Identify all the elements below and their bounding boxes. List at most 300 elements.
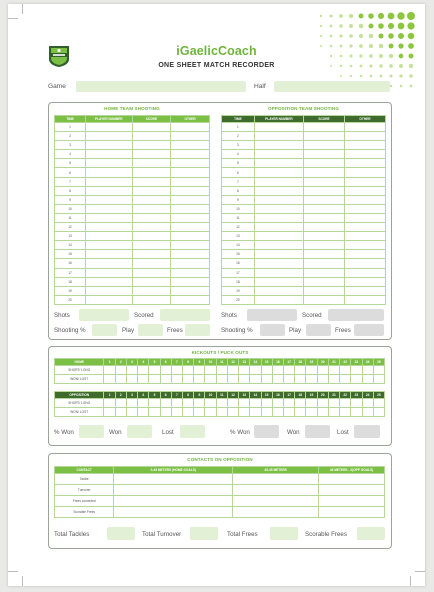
entry-cell[interactable]: [250, 399, 261, 408]
entry-cell[interactable]: [86, 295, 133, 304]
opp-pct-won-label: % Won: [230, 429, 250, 436]
page-title: ONE SHEET MATCH RECORDER: [158, 62, 275, 69]
entry-cell[interactable]: [317, 366, 328, 375]
entry-cell[interactable]: [233, 507, 319, 518]
entry-cell[interactable]: [344, 250, 385, 259]
entry-cell[interactable]: [272, 366, 283, 375]
entry-cell[interactable]: [86, 286, 133, 295]
entry-cell[interactable]: [86, 213, 133, 222]
opp-pct-won-field[interactable]: [254, 425, 279, 438]
entry-cell[interactable]: [317, 375, 328, 384]
kickout-number-header: 11: [216, 359, 227, 366]
entry-cell[interactable]: [183, 375, 194, 384]
entry-cell[interactable]: [295, 408, 306, 417]
entry-cell[interactable]: [303, 177, 344, 186]
entry-cell[interactable]: [283, 375, 294, 384]
decorative-dot: [408, 33, 414, 39]
entry-cell[interactable]: [149, 375, 160, 384]
entry-cell[interactable]: [205, 399, 216, 408]
entry-cell[interactable]: [205, 408, 216, 417]
entry-cell[interactable]: [171, 241, 210, 250]
entry-cell[interactable]: [86, 141, 133, 150]
kickout-number-header: 1: [104, 392, 115, 399]
decorative-dot: [388, 13, 395, 20]
entry-cell[interactable]: [261, 399, 272, 408]
entry-cell[interactable]: [272, 408, 283, 417]
entry-cell[interactable]: [227, 375, 238, 384]
entry-cell[interactable]: [115, 408, 126, 417]
entry-cell[interactable]: [194, 366, 205, 375]
entry-cell[interactable]: [344, 141, 385, 150]
entry-cell[interactable]: [233, 496, 319, 507]
entry-cell[interactable]: [362, 375, 373, 384]
entry-cell[interactable]: [254, 204, 303, 213]
kickout-number-header: 20: [317, 359, 328, 366]
entry-cell[interactable]: [239, 408, 250, 417]
entry-cell[interactable]: [126, 375, 137, 384]
decorative-dot: [330, 25, 333, 28]
entry-cell[interactable]: [344, 168, 385, 177]
entry-cell[interactable]: [328, 366, 339, 375]
entry-cell[interactable]: [115, 375, 126, 384]
entry-cell[interactable]: [254, 186, 303, 195]
entry-cell[interactable]: [373, 375, 384, 384]
entry-cell[interactable]: [132, 177, 171, 186]
kickout-number-header: 10: [205, 392, 216, 399]
entry-cell[interactable]: [86, 132, 133, 141]
entry-cell[interactable]: [132, 132, 171, 141]
entry-cell[interactable]: [132, 241, 171, 250]
home-scored-field[interactable]: [160, 309, 210, 321]
entry-cell[interactable]: [250, 375, 261, 384]
entry-cell[interactable]: [86, 168, 133, 177]
table-row: [222, 186, 386, 195]
entry-cell[interactable]: [171, 408, 182, 417]
home-shots-field[interactable]: [79, 309, 129, 321]
entry-cell[interactable]: [132, 213, 171, 222]
entry-cell[interactable]: [340, 366, 351, 375]
entry-cell[interactable]: [344, 177, 385, 186]
entry-cell[interactable]: [295, 399, 306, 408]
entry-cell[interactable]: [132, 259, 171, 268]
entry-cell[interactable]: [227, 399, 238, 408]
entry-cell[interactable]: [86, 259, 133, 268]
column-header: 0-45 METERS (HOME GOALS): [114, 467, 233, 474]
entry-cell[interactable]: [344, 123, 385, 132]
entry-cell[interactable]: [132, 159, 171, 168]
entry-cell[interactable]: [233, 474, 319, 485]
decorative-dot: [388, 23, 394, 29]
kickout-number-header: 24: [362, 359, 373, 366]
entry-cell[interactable]: [303, 168, 344, 177]
home-pct-won-field[interactable]: [79, 425, 104, 438]
entry-cell[interactable]: [306, 366, 317, 375]
entry-cell[interactable]: [171, 375, 182, 384]
entry-cell[interactable]: [216, 366, 227, 375]
entry-cell[interactable]: [149, 399, 160, 408]
entry-cell[interactable]: [306, 375, 317, 384]
entry-cell[interactable]: [303, 241, 344, 250]
home-won-label: Won: [109, 429, 122, 436]
entry-cell[interactable]: [138, 375, 149, 384]
entry-cell[interactable]: [205, 366, 216, 375]
entry-cell[interactable]: [86, 159, 133, 168]
entry-cell[interactable]: [351, 399, 362, 408]
entry-cell[interactable]: [328, 399, 339, 408]
entry-cell[interactable]: [86, 277, 133, 286]
entry-cell[interactable]: [303, 159, 344, 168]
opp-frees-field[interactable]: [354, 324, 384, 336]
entry-cell[interactable]: [254, 268, 303, 277]
entry-cell[interactable]: [104, 408, 115, 417]
entry-cell[interactable]: [283, 366, 294, 375]
entry-cell[interactable]: [344, 204, 385, 213]
entry-cell[interactable]: [340, 408, 351, 417]
row-number: 5: [55, 159, 86, 168]
opp-lost-field[interactable]: [354, 425, 380, 438]
entry-cell[interactable]: [362, 366, 373, 375]
table-row: [222, 295, 386, 304]
entry-cell[interactable]: [114, 485, 233, 496]
entry-cell[interactable]: [254, 250, 303, 259]
kickouts-title: KICKOUTS / PUCK OUTS: [191, 350, 249, 355]
entry-cell[interactable]: [328, 375, 339, 384]
entry-cell[interactable]: [303, 204, 344, 213]
entry-cell[interactable]: [115, 399, 126, 408]
entry-cell[interactable]: [295, 375, 306, 384]
entry-cell[interactable]: [86, 232, 133, 241]
entry-cell[interactable]: [344, 295, 385, 304]
entry-cell[interactable]: [132, 232, 171, 241]
table-row: [55, 195, 210, 204]
entry-cell[interactable]: [171, 286, 210, 295]
entry-cell[interactable]: [86, 250, 133, 259]
entry-cell[interactable]: [114, 507, 233, 518]
entry-cell[interactable]: [183, 366, 194, 375]
entry-cell[interactable]: [250, 408, 261, 417]
entry-cell[interactable]: [261, 375, 272, 384]
entry-cell[interactable]: [171, 223, 210, 232]
entry-cell[interactable]: [149, 408, 160, 417]
entry-cell[interactable]: [194, 375, 205, 384]
entry-cell[interactable]: [86, 123, 133, 132]
entry-cell[interactable]: [306, 399, 317, 408]
entry-cell[interactable]: [115, 366, 126, 375]
entry-cell[interactable]: [344, 213, 385, 222]
entry-cell[interactable]: [216, 399, 227, 408]
entry-cell[interactable]: [344, 150, 385, 159]
opp-play-field[interactable]: [306, 324, 331, 336]
entry-cell[interactable]: [171, 141, 210, 150]
row-number: 3: [222, 141, 255, 150]
home-play-field[interactable]: [138, 324, 163, 336]
total-frees-field[interactable]: [270, 527, 298, 540]
kickout-number-header: 4: [138, 392, 149, 399]
entry-cell[interactable]: [317, 408, 328, 417]
entry-cell[interactable]: [86, 204, 133, 213]
entry-cell[interactable]: [171, 268, 210, 277]
entry-cell[interactable]: [250, 366, 261, 375]
entry-cell[interactable]: [254, 177, 303, 186]
entry-cell[interactable]: [317, 399, 328, 408]
table-row: [55, 375, 385, 384]
entry-cell[interactable]: [254, 168, 303, 177]
entry-cell[interactable]: [344, 223, 385, 232]
opp-won-field[interactable]: [305, 425, 330, 438]
entry-cell[interactable]: [171, 150, 210, 159]
home-shooting-pct-field[interactable]: [92, 324, 117, 336]
entry-cell[interactable]: [126, 408, 137, 417]
row-number: 2: [222, 132, 255, 141]
entry-cell[interactable]: [171, 186, 210, 195]
entry-cell[interactable]: [303, 232, 344, 241]
entry-cell[interactable]: [254, 141, 303, 150]
row-number: 6: [222, 168, 255, 177]
entry-cell[interactable]: [303, 268, 344, 277]
entry-cell[interactable]: [303, 213, 344, 222]
entry-cell[interactable]: [171, 232, 210, 241]
entry-cell[interactable]: [373, 408, 384, 417]
entry-cell[interactable]: [373, 399, 384, 408]
entry-cell[interactable]: [216, 408, 227, 417]
entry-cell[interactable]: [344, 232, 385, 241]
entry-cell[interactable]: [86, 241, 133, 250]
entry-cell[interactable]: [344, 132, 385, 141]
entry-cell[interactable]: [272, 399, 283, 408]
half-field[interactable]: [274, 81, 390, 92]
entry-cell[interactable]: [254, 295, 303, 304]
entry-cell[interactable]: [183, 408, 194, 417]
kickouts-opp-table: [54, 391, 385, 417]
entry-cell[interactable]: [303, 123, 344, 132]
entry-cell[interactable]: [303, 223, 344, 232]
opp-shooting-pct-field[interactable]: [260, 324, 285, 336]
entry-cell[interactable]: [86, 223, 133, 232]
entry-cell[interactable]: [138, 366, 149, 375]
entry-cell[interactable]: [160, 375, 171, 384]
entry-cell[interactable]: [160, 408, 171, 417]
scorable-frees-field[interactable]: [357, 527, 385, 540]
entry-cell[interactable]: [171, 132, 210, 141]
entry-cell[interactable]: [132, 150, 171, 159]
entry-cell[interactable]: [160, 366, 171, 375]
decorative-dot: [378, 13, 384, 19]
home-lost-field[interactable]: [180, 425, 205, 438]
kickout-number-header: 16: [272, 392, 283, 399]
entry-cell[interactable]: [303, 250, 344, 259]
entry-cell[interactable]: [344, 195, 385, 204]
entry-cell[interactable]: [160, 399, 171, 408]
entry-cell[interactable]: [171, 366, 182, 375]
entry-cell[interactable]: [303, 286, 344, 295]
entry-cell[interactable]: [340, 375, 351, 384]
entry-cell[interactable]: [126, 399, 137, 408]
game-field[interactable]: [76, 81, 246, 92]
entry-cell[interactable]: [171, 159, 210, 168]
table-row: [55, 159, 210, 168]
entry-cell[interactable]: [194, 408, 205, 417]
entry-cell[interactable]: [104, 375, 115, 384]
entry-cell[interactable]: [171, 168, 210, 177]
entry-cell[interactable]: [138, 399, 149, 408]
entry-cell[interactable]: [171, 177, 210, 186]
decorative-dot: [398, 23, 405, 30]
entry-cell[interactable]: [132, 195, 171, 204]
entry-cell[interactable]: [254, 159, 303, 168]
entry-cell[interactable]: [344, 286, 385, 295]
kickout-team-header: OPPOSITION: [55, 392, 104, 399]
home-frees-field[interactable]: [185, 324, 210, 336]
entry-cell[interactable]: [86, 186, 133, 195]
entry-cell[interactable]: [171, 399, 182, 408]
total-tackles-field[interactable]: [107, 527, 135, 540]
entry-cell[interactable]: [132, 277, 171, 286]
entry-cell[interactable]: [171, 277, 210, 286]
entry-cell[interactable]: [254, 286, 303, 295]
kickout-number-header: 23: [351, 359, 362, 366]
entry-cell[interactable]: [344, 186, 385, 195]
entry-cell[interactable]: [351, 366, 362, 375]
entry-cell[interactable]: [86, 150, 133, 159]
entry-cell[interactable]: [132, 286, 171, 295]
entry-cell[interactable]: [205, 375, 216, 384]
entry-cell[interactable]: [261, 408, 272, 417]
entry-cell[interactable]: [318, 485, 384, 496]
entry-cell[interactable]: [306, 408, 317, 417]
entry-cell[interactable]: [149, 366, 160, 375]
entry-cell[interactable]: [132, 268, 171, 277]
entry-cell[interactable]: [132, 186, 171, 195]
entry-cell[interactable]: [303, 132, 344, 141]
kickout-row-label: SHORT/ LONG: [55, 366, 104, 375]
entry-cell[interactable]: [171, 195, 210, 204]
entry-cell[interactable]: [254, 195, 303, 204]
entry-cell[interactable]: [254, 213, 303, 222]
entry-cell[interactable]: [254, 123, 303, 132]
entry-cell[interactable]: [194, 399, 205, 408]
entry-cell[interactable]: [318, 474, 384, 485]
entry-cell[interactable]: [261, 366, 272, 375]
entry-cell[interactable]: [132, 168, 171, 177]
entry-cell[interactable]: [239, 366, 250, 375]
home-won-field[interactable]: [127, 425, 152, 438]
kickout-number-header: 2: [115, 392, 126, 399]
entry-cell[interactable]: [254, 241, 303, 250]
entry-cell[interactable]: [351, 408, 362, 417]
entry-cell[interactable]: [132, 223, 171, 232]
entry-cell[interactable]: [283, 399, 294, 408]
entry-cell[interactable]: [303, 141, 344, 150]
entry-cell[interactable]: [171, 213, 210, 222]
entry-cell[interactable]: [132, 295, 171, 304]
home-lost-label: Lost: [162, 429, 174, 436]
entry-cell[interactable]: [171, 259, 210, 268]
entry-cell[interactable]: [303, 186, 344, 195]
entry-cell[interactable]: [114, 496, 233, 507]
entry-cell[interactable]: [183, 399, 194, 408]
entry-cell[interactable]: [283, 408, 294, 417]
entry-cell[interactable]: [132, 250, 171, 259]
entry-cell[interactable]: [104, 399, 115, 408]
entry-cell[interactable]: [132, 204, 171, 213]
entry-cell[interactable]: [86, 268, 133, 277]
row-number: 2: [55, 132, 86, 141]
entry-cell[interactable]: [233, 485, 319, 496]
entry-cell[interactable]: [171, 123, 210, 132]
entry-cell[interactable]: [373, 366, 384, 375]
entry-cell[interactable]: [344, 259, 385, 268]
entry-cell[interactable]: [344, 241, 385, 250]
entry-cell[interactable]: [104, 366, 115, 375]
entry-cell[interactable]: [303, 277, 344, 286]
entry-cell[interactable]: [239, 375, 250, 384]
entry-cell[interactable]: [227, 408, 238, 417]
entry-cell[interactable]: [303, 295, 344, 304]
entry-cell[interactable]: [171, 204, 210, 213]
opp-shots-field[interactable]: [247, 309, 297, 321]
decorative-dot: [339, 14, 343, 18]
entry-cell[interactable]: [132, 141, 171, 150]
entry-cell[interactable]: [344, 159, 385, 168]
entry-cell[interactable]: [227, 366, 238, 375]
entry-cell[interactable]: [114, 474, 233, 485]
entry-cell[interactable]: [344, 277, 385, 286]
entry-cell[interactable]: [171, 295, 210, 304]
column-header: 45-45 METERS: [233, 467, 319, 474]
total-turnover-field[interactable]: [190, 527, 218, 540]
entry-cell[interactable]: [303, 195, 344, 204]
entry-cell[interactable]: [254, 277, 303, 286]
entry-cell[interactable]: [295, 366, 306, 375]
opp-scored-field[interactable]: [328, 309, 384, 321]
entry-cell[interactable]: [254, 223, 303, 232]
entry-cell[interactable]: [254, 259, 303, 268]
kickout-number-header: 6: [160, 392, 171, 399]
table-row: [55, 223, 210, 232]
entry-cell[interactable]: [318, 507, 384, 518]
entry-cell[interactable]: [272, 375, 283, 384]
entry-cell[interactable]: [216, 375, 227, 384]
entry-cell[interactable]: [351, 375, 362, 384]
entry-cell[interactable]: [132, 123, 171, 132]
entry-cell[interactable]: [303, 150, 344, 159]
entry-cell[interactable]: [138, 408, 149, 417]
entry-cell[interactable]: [86, 177, 133, 186]
table-row: [222, 213, 386, 222]
entry-cell[interactable]: [318, 496, 384, 507]
entry-cell[interactable]: [362, 399, 373, 408]
kickout-number-header: 5: [149, 359, 160, 366]
entry-cell[interactable]: [239, 399, 250, 408]
total-frees-label: Total Frees: [227, 531, 258, 538]
table-row: [55, 150, 210, 159]
entry-cell[interactable]: [254, 232, 303, 241]
entry-cell[interactable]: [303, 259, 344, 268]
row-number: 11: [222, 213, 255, 222]
entry-cell[interactable]: [362, 408, 373, 417]
entry-cell[interactable]: [254, 132, 303, 141]
entry-cell[interactable]: [126, 366, 137, 375]
entry-cell[interactable]: [86, 195, 133, 204]
entry-cell[interactable]: [171, 250, 210, 259]
entry-cell[interactable]: [254, 150, 303, 159]
table-row: [222, 259, 386, 268]
entry-cell[interactable]: [328, 408, 339, 417]
entry-cell[interactable]: [344, 268, 385, 277]
decorative-dot: [369, 34, 374, 39]
entry-cell[interactable]: [340, 399, 351, 408]
table-row: [222, 241, 386, 250]
